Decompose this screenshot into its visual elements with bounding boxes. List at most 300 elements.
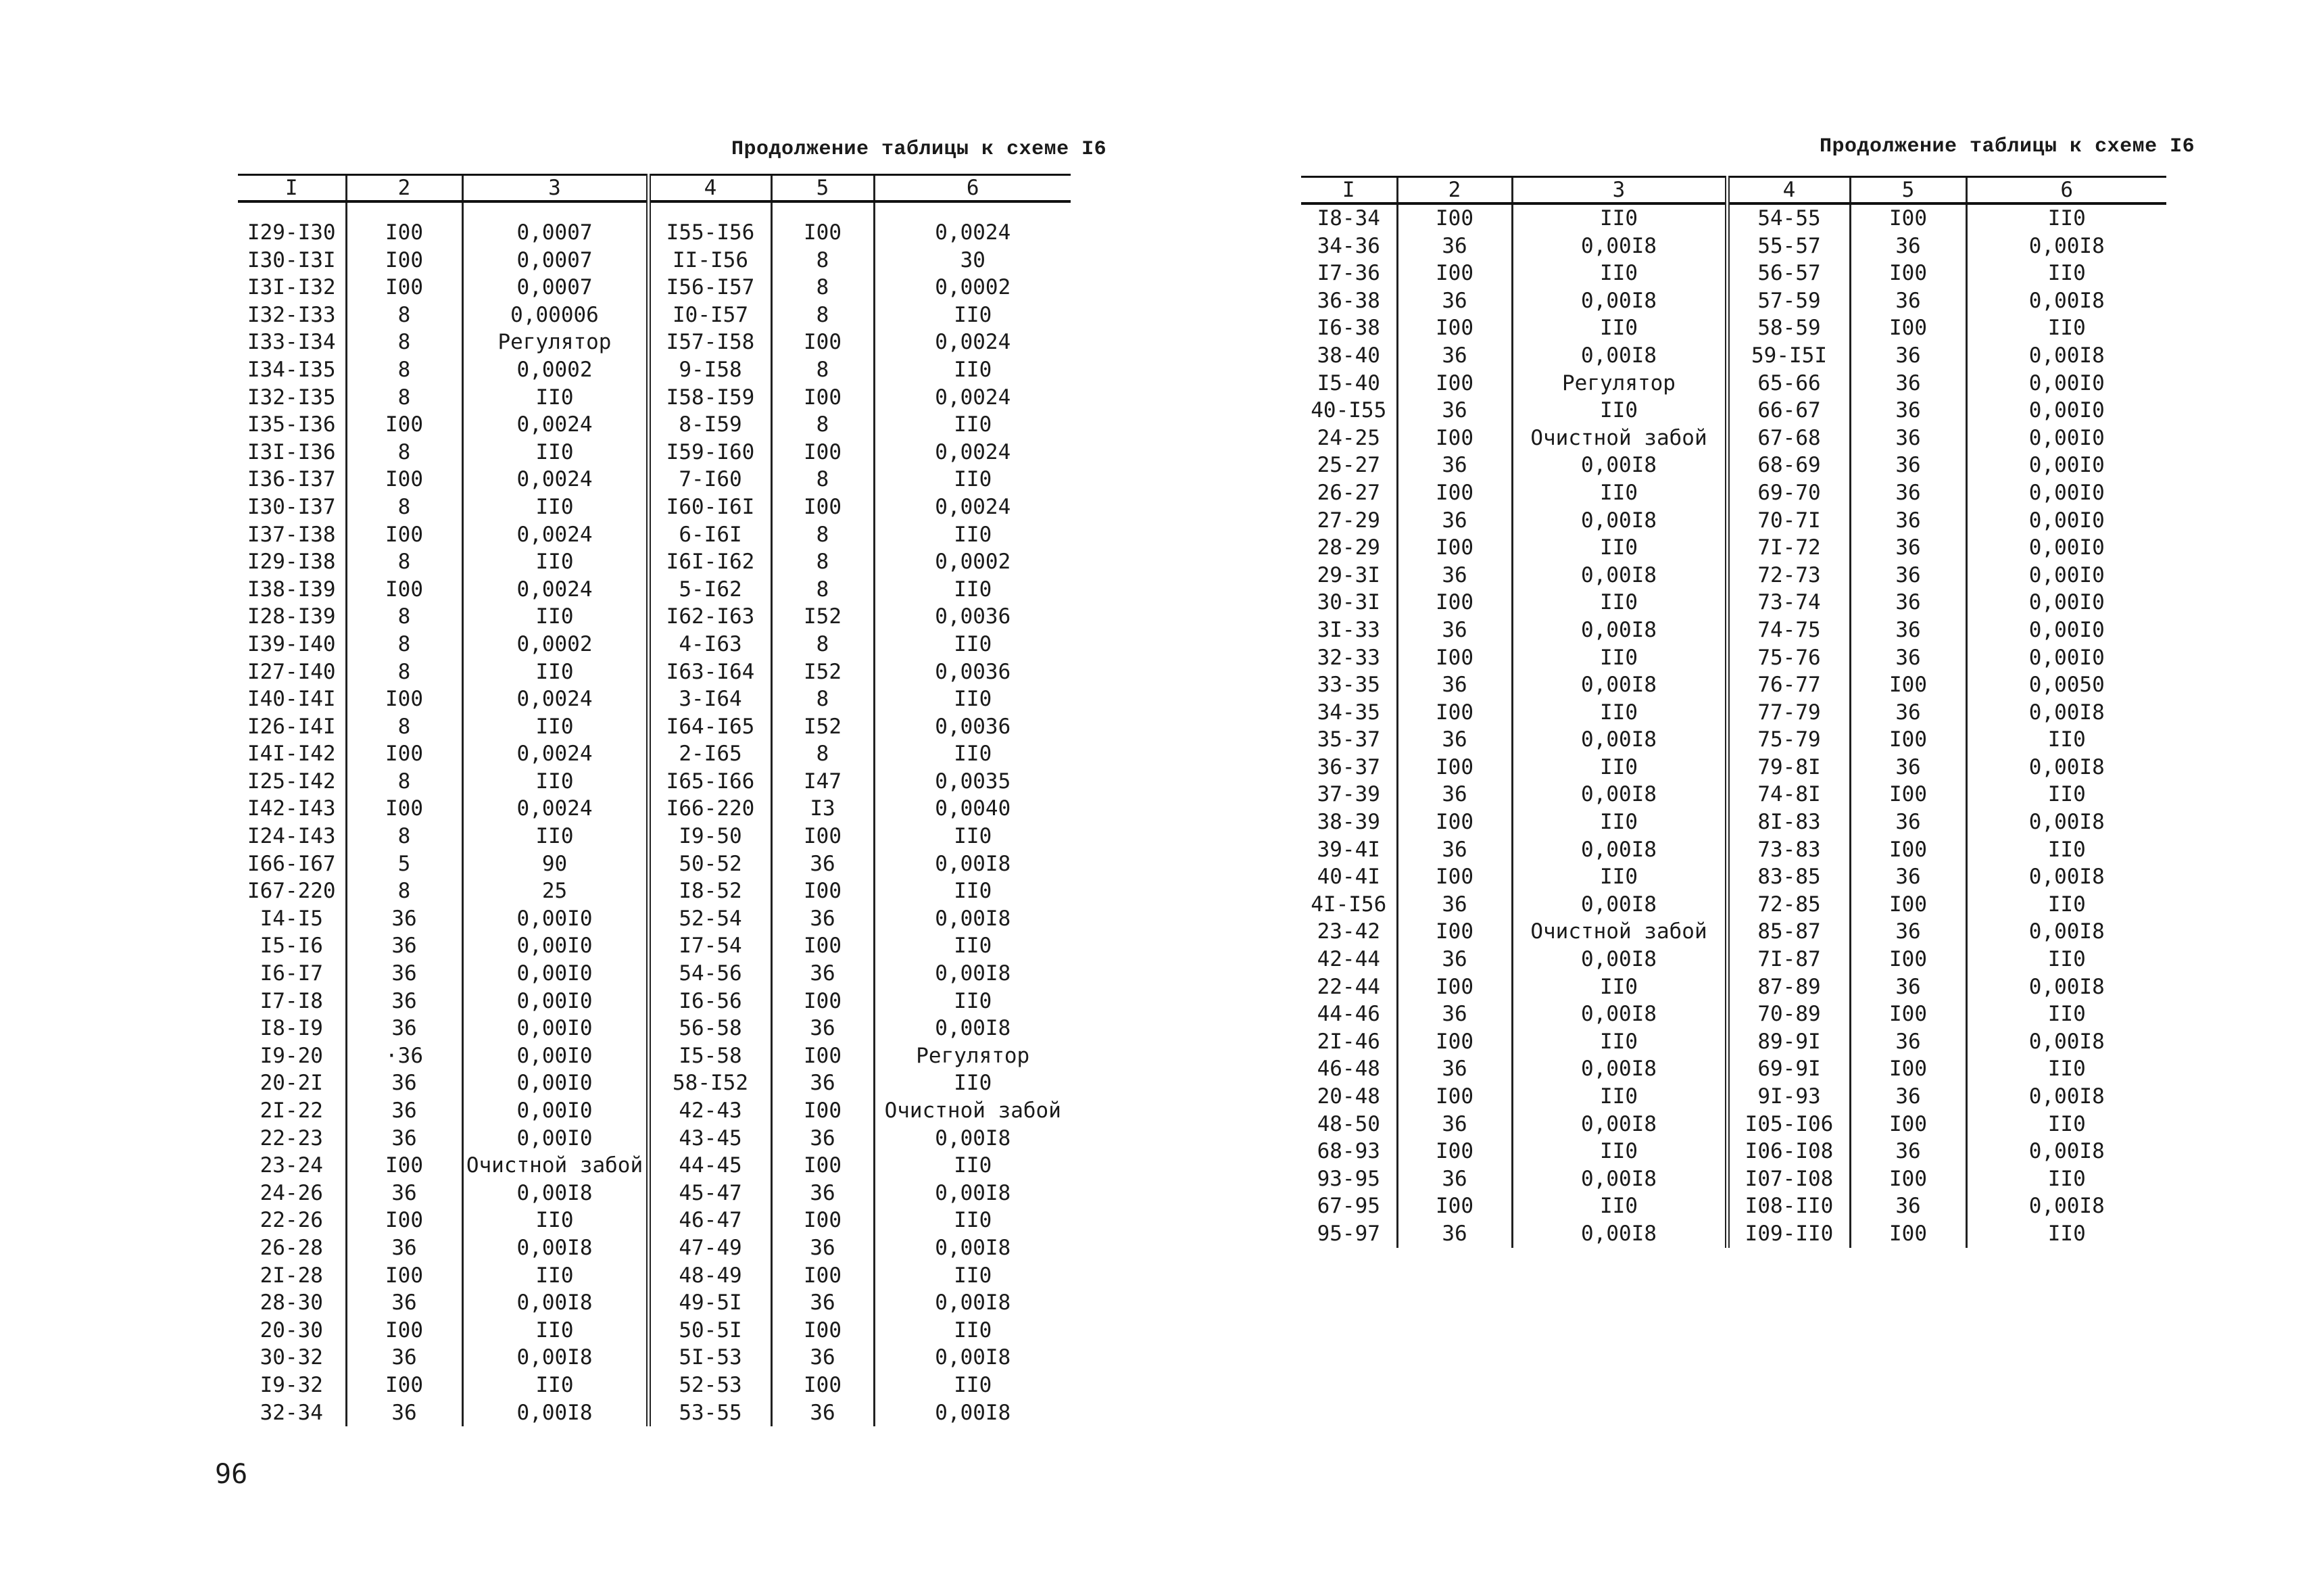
table-row bbox=[238, 960, 1071, 988]
table-cell-col-6: 0,0002 bbox=[874, 548, 1071, 576]
table-cell-col-5: I00 bbox=[771, 329, 874, 356]
table-cell-col-5: 8 bbox=[771, 685, 874, 713]
table-row bbox=[238, 1125, 1071, 1153]
table-cell-col-4: 58-59 bbox=[1727, 314, 1850, 342]
table-cell-col-6: 0,00I0 bbox=[1966, 562, 2166, 589]
table-cell-col-1: 34-36 bbox=[1317, 233, 1380, 258]
table-cell-col-5: I3 bbox=[771, 795, 874, 823]
table-cell-col-4: 79-8I bbox=[1727, 754, 1850, 781]
table-cell-col-3: 0,00I8 bbox=[1512, 891, 1727, 919]
table-cell-col-1: I3I-I32 bbox=[247, 275, 336, 300]
table-cell-col-6: II0 bbox=[1966, 1111, 2166, 1138]
table-cell-col-2: 36 bbox=[346, 905, 462, 933]
table-row bbox=[238, 247, 1071, 274]
table-cell-col-1: 67-95 bbox=[1317, 1194, 1380, 1219]
table-row bbox=[238, 219, 1071, 247]
table-row bbox=[1301, 946, 2166, 973]
table-cell-col-2: I00 bbox=[346, 1372, 462, 1399]
table-row bbox=[238, 548, 1071, 576]
table-cell-col-3: II0 bbox=[1512, 534, 1727, 562]
table-cell-col-4: II-I56 bbox=[648, 247, 771, 274]
table-cell-col-6: 0,0050 bbox=[1966, 671, 2166, 699]
table-row bbox=[238, 493, 1071, 521]
table-cell-col-2: 8 bbox=[346, 548, 462, 576]
table-cell-col-2: 8 bbox=[346, 768, 462, 796]
table-cell-col-2: I00 bbox=[346, 795, 462, 823]
table-cell-col-1: 24-25 bbox=[1317, 425, 1380, 450]
table-cell-col-1: 34-35 bbox=[1317, 700, 1380, 725]
table-cell-col-5: 36 bbox=[1850, 562, 1966, 589]
table-row bbox=[1301, 918, 2166, 946]
table-cell-col-6: II0 bbox=[874, 521, 1071, 549]
table-cell-col-2: I00 bbox=[1397, 644, 1512, 672]
table-cell-col-5: I00 bbox=[771, 1097, 874, 1125]
table-row bbox=[1301, 1165, 2166, 1193]
table-cell-col-5: I00 bbox=[1850, 203, 1966, 233]
table-cell-col-2: I00 bbox=[1397, 918, 1512, 946]
table-cell-col-5: I00 bbox=[771, 1317, 874, 1345]
table-cell-col-5: 36 bbox=[1850, 699, 1966, 727]
table-cell-col-6: II0 bbox=[1966, 726, 2166, 754]
table-row bbox=[1301, 1000, 2166, 1028]
table-cell-col-1: 68-93 bbox=[1317, 1139, 1380, 1164]
table-cell-col-3: II0 bbox=[1512, 397, 1727, 425]
table-cell-col-2: 36 bbox=[346, 1180, 462, 1207]
table-row bbox=[1301, 754, 2166, 781]
table-row bbox=[1301, 1138, 2166, 1165]
left-header-row bbox=[238, 175, 1071, 202]
table-cell-col-3: II0 bbox=[462, 1207, 648, 1234]
table-cell-col-3: 0,00I8 bbox=[1512, 562, 1727, 589]
table-cell-col-5: 36 bbox=[1850, 287, 1966, 315]
table-cell-col-6: 0,00I8 bbox=[1966, 1138, 2166, 1165]
table-row bbox=[238, 1207, 1071, 1234]
table-cell-col-5: I00 bbox=[1850, 1055, 1966, 1083]
table-cell-col-4: 7I-87 bbox=[1727, 946, 1850, 973]
table-cell-col-5: 36 bbox=[771, 1399, 874, 1427]
table-cell-col-6: 0,00I8 bbox=[874, 1289, 1071, 1317]
table-cell-col-4: I6-56 bbox=[648, 988, 771, 1015]
table-cell-col-6: 0,00I8 bbox=[874, 1015, 1071, 1042]
table-cell-col-2: I00 bbox=[1397, 1083, 1512, 1111]
table-cell-col-4: 9-I58 bbox=[648, 356, 771, 384]
table-cell-col-4: I0-I57 bbox=[648, 301, 771, 329]
table-cell-col-2: I00 bbox=[346, 274, 462, 301]
table-cell-col-1: 29-3I bbox=[1317, 562, 1380, 587]
right-header-col-1: I bbox=[1301, 177, 1397, 204]
table-cell-col-6: II0 bbox=[874, 823, 1071, 850]
left-header-col-3: 3 bbox=[462, 175, 648, 202]
table-cell-col-2: 36 bbox=[1397, 1055, 1512, 1083]
table-cell-col-1: I25-I42 bbox=[247, 769, 336, 794]
table-cell-col-3: 0,0024 bbox=[462, 411, 648, 439]
table-cell-col-6: II0 bbox=[874, 356, 1071, 384]
table-row bbox=[238, 1042, 1071, 1070]
table-cell-col-2: 8 bbox=[346, 713, 462, 741]
table-row bbox=[238, 1289, 1071, 1317]
table-row bbox=[238, 850, 1071, 878]
table-cell-col-5: I00 bbox=[1850, 836, 1966, 864]
right-header-col-4: 4 bbox=[1727, 177, 1850, 204]
table-cell-col-3: 0,00I8 bbox=[1512, 452, 1727, 479]
table-cell-col-2: 36 bbox=[1397, 342, 1512, 370]
table-cell-col-5: 36 bbox=[771, 1069, 874, 1097]
table-cell-col-4: 7I-72 bbox=[1727, 534, 1850, 562]
table-cell-col-1: 23-42 bbox=[1317, 919, 1380, 944]
table-cell-col-6: 0,0036 bbox=[874, 658, 1071, 686]
table-cell-col-4: 8-I59 bbox=[648, 411, 771, 439]
table-cell-col-5: I00 bbox=[1850, 726, 1966, 754]
table-cell-col-6: II0 bbox=[874, 740, 1071, 768]
table-row bbox=[1301, 314, 2166, 342]
table-cell-col-6: II0 bbox=[874, 301, 1071, 329]
table-cell-col-5: I00 bbox=[771, 823, 874, 850]
right-header-col-6: 6 bbox=[1966, 177, 2166, 204]
table-cell-col-5: 8 bbox=[771, 576, 874, 604]
table-cell-col-5: I00 bbox=[771, 384, 874, 412]
table-cell-col-2: I00 bbox=[1397, 425, 1512, 452]
spacer-cell bbox=[771, 201, 874, 219]
table-cell-col-2: 36 bbox=[1397, 781, 1512, 808]
table-cell-col-4: I56-I57 bbox=[648, 274, 771, 301]
table-cell-col-3: 0,0024 bbox=[462, 466, 648, 493]
table-cell-col-5: I00 bbox=[1850, 781, 1966, 808]
table-cell-col-3: II0 bbox=[1512, 863, 1727, 891]
table-cell-col-1: I6-38 bbox=[1317, 316, 1380, 341]
table-cell-col-5: 36 bbox=[1850, 1138, 1966, 1165]
right-table-caption: Продолжение таблицы к схеме I6 bbox=[1820, 135, 2195, 158]
table-cell-col-2: 8 bbox=[346, 439, 462, 466]
table-cell-col-2: I00 bbox=[346, 1317, 462, 1345]
table-cell-col-5: 36 bbox=[1850, 397, 1966, 425]
table-cell-col-5: 36 bbox=[1850, 863, 1966, 891]
table-cell-col-4: 74-75 bbox=[1727, 616, 1850, 644]
table-cell-col-2: I00 bbox=[346, 685, 462, 713]
table-cell-col-1: 4I-I56 bbox=[1311, 892, 1387, 917]
table-cell-col-1: I30-I37 bbox=[247, 494, 336, 519]
table-cell-col-2: 36 bbox=[1397, 1165, 1512, 1193]
table-row bbox=[238, 823, 1071, 850]
table-cell-col-3: 0,00I0 bbox=[462, 1015, 648, 1042]
table-row bbox=[238, 1069, 1071, 1097]
table-cell-col-2: 36 bbox=[1397, 287, 1512, 315]
table-cell-col-1: 2I-22 bbox=[260, 1098, 323, 1123]
table-cell-col-5: 8 bbox=[771, 274, 874, 301]
table-cell-col-3: 90 bbox=[462, 850, 648, 878]
spacer-cell bbox=[462, 201, 648, 219]
table-cell-col-1: I38-I39 bbox=[247, 577, 336, 602]
table-row bbox=[1301, 1028, 2166, 1056]
table-cell-col-4: 4-I63 bbox=[648, 631, 771, 658]
table-cell-col-6: 0,00I8 bbox=[1966, 699, 2166, 727]
table-cell-col-4: 68-69 bbox=[1727, 452, 1850, 479]
table-cell-col-6: 0,00I8 bbox=[874, 1234, 1071, 1262]
table-cell-col-5: 36 bbox=[1850, 425, 1966, 452]
table-cell-col-2: 36 bbox=[1397, 616, 1512, 644]
table-cell-col-5: I00 bbox=[1850, 946, 1966, 973]
table-cell-col-3: 0,0002 bbox=[462, 356, 648, 384]
left-table-body bbox=[238, 201, 1071, 1426]
table-cell-col-4: 52-54 bbox=[648, 905, 771, 933]
table-cell-col-5: I00 bbox=[771, 1152, 874, 1180]
table-cell-col-4: I9-50 bbox=[648, 823, 771, 850]
table-row bbox=[1301, 452, 2166, 479]
table-cell-col-6: II0 bbox=[1966, 1220, 2166, 1248]
table-cell-col-3: II0 bbox=[1512, 314, 1727, 342]
table-row bbox=[238, 411, 1071, 439]
table-cell-col-1: I34-I35 bbox=[247, 357, 336, 382]
table-row bbox=[238, 1317, 1071, 1345]
table-cell-col-4: 83-85 bbox=[1727, 863, 1850, 891]
table-cell-col-3: II0 bbox=[462, 439, 648, 466]
table-cell-col-4: 72-73 bbox=[1727, 562, 1850, 589]
table-cell-col-6: II0 bbox=[874, 1317, 1071, 1345]
table-cell-col-4: 85-87 bbox=[1727, 918, 1850, 946]
table-cell-col-6: II0 bbox=[874, 685, 1071, 713]
table-cell-col-4: 8I-83 bbox=[1727, 808, 1850, 836]
table-cell-col-6: 0,00I8 bbox=[1966, 342, 2166, 370]
table-cell-col-3: 0,00I8 bbox=[462, 1180, 648, 1207]
table-cell-col-4: I66-220 bbox=[648, 795, 771, 823]
table-cell-col-1: 38-39 bbox=[1317, 810, 1380, 835]
table-cell-col-3: II0 bbox=[1512, 260, 1727, 287]
table-cell-col-3: 0,0024 bbox=[462, 795, 648, 823]
table-cell-col-2: 36 bbox=[346, 1097, 462, 1125]
table-cell-col-1: I32-I33 bbox=[247, 302, 336, 327]
table-cell-col-5: I00 bbox=[1850, 671, 1966, 699]
table-cell-col-4: 54-55 bbox=[1727, 203, 1850, 233]
table-cell-col-1: 36-37 bbox=[1317, 754, 1380, 779]
table-cell-col-2: I00 bbox=[346, 247, 462, 274]
table-cell-col-5: I00 bbox=[1850, 260, 1966, 287]
table-cell-col-4: 48-49 bbox=[648, 1262, 771, 1290]
table-cell-col-3: 0,00I8 bbox=[1512, 233, 1727, 260]
table-cell-col-1: I27-I40 bbox=[247, 659, 336, 684]
table-cell-col-1: I39-I40 bbox=[247, 631, 336, 656]
table-cell-col-4: 73-74 bbox=[1727, 589, 1850, 616]
table-cell-col-5: 36 bbox=[1850, 754, 1966, 781]
table-cell-col-5: 36 bbox=[1850, 507, 1966, 535]
table-cell-col-4: I7-54 bbox=[648, 932, 771, 960]
table-cell-col-3: II0 bbox=[1512, 808, 1727, 836]
table-cell-col-3: II0 bbox=[1512, 1028, 1727, 1056]
table-cell-col-2: I00 bbox=[1397, 1192, 1512, 1220]
table-cell-col-2: 36 bbox=[346, 1344, 462, 1372]
table-cell-col-4: 5I-53 bbox=[648, 1344, 771, 1372]
table-cell-col-4: I59-I60 bbox=[648, 439, 771, 466]
table-cell-col-1: 32-34 bbox=[260, 1400, 323, 1425]
table-cell-col-2: I00 bbox=[346, 466, 462, 493]
table-cell-col-5: 8 bbox=[771, 521, 874, 549]
spacer-row bbox=[238, 201, 1071, 219]
table-cell-col-1: I8-34 bbox=[1317, 206, 1380, 231]
table-cell-col-6: II0 bbox=[874, 1372, 1071, 1399]
table-cell-col-1: 40-4I bbox=[1317, 865, 1380, 890]
table-cell-col-5: I00 bbox=[771, 439, 874, 466]
table-cell-col-5: 36 bbox=[1850, 1192, 1966, 1220]
table-cell-col-5: I52 bbox=[771, 603, 874, 631]
table-row bbox=[1301, 1220, 2166, 1248]
table-cell-col-1: I29-I38 bbox=[247, 550, 336, 575]
table-cell-col-1: I42-I43 bbox=[247, 796, 336, 821]
table-row bbox=[238, 713, 1071, 741]
table-cell-col-1: I24-I43 bbox=[247, 824, 336, 849]
table-cell-col-6: 0,00I8 bbox=[874, 1180, 1071, 1207]
table-cell-col-1: I28-I39 bbox=[247, 604, 336, 629]
table-row bbox=[1301, 562, 2166, 589]
left-header-col-4: 4 bbox=[648, 175, 771, 202]
table-cell-col-4: 67-68 bbox=[1727, 425, 1850, 452]
table-cell-col-3: 0,00I8 bbox=[1512, 1220, 1727, 1248]
table-cell-col-1: 27-29 bbox=[1317, 508, 1380, 533]
table-cell-col-6: II0 bbox=[1966, 891, 2166, 919]
table-cell-col-2: 5 bbox=[346, 850, 462, 878]
table-cell-col-5: 8 bbox=[771, 631, 874, 658]
table-cell-col-3: 0,0007 bbox=[462, 247, 648, 274]
table-cell-col-6: 0,0036 bbox=[874, 713, 1071, 741]
table-cell-col-2: 8 bbox=[346, 823, 462, 850]
table-cell-col-5: 36 bbox=[771, 1344, 874, 1372]
table-cell-col-5: 8 bbox=[771, 301, 874, 329]
table-cell-col-1: 35-37 bbox=[1317, 727, 1380, 752]
table-row bbox=[1301, 726, 2166, 754]
table-cell-col-3: 0,00006 bbox=[462, 301, 648, 329]
table-row bbox=[238, 1372, 1071, 1399]
table-cell-col-6: 0,0002 bbox=[874, 274, 1071, 301]
table-cell-col-1: I9-32 bbox=[260, 1372, 323, 1397]
table-row bbox=[238, 877, 1071, 905]
table-cell-col-1: 39-4I bbox=[1317, 837, 1380, 862]
table-cell-col-1: 23-24 bbox=[260, 1153, 323, 1178]
table-cell-col-1: 20-30 bbox=[260, 1317, 323, 1343]
table-cell-col-4: 75-79 bbox=[1727, 726, 1850, 754]
table-cell-col-6: II0 bbox=[1966, 1055, 2166, 1083]
table-cell-col-6: II0 bbox=[874, 576, 1071, 604]
table-cell-col-1: I4I-I42 bbox=[247, 742, 336, 767]
table-cell-col-2: 36 bbox=[346, 988, 462, 1015]
table-row bbox=[238, 1152, 1071, 1180]
table-row bbox=[1301, 781, 2166, 808]
table-cell-col-4: I09-II0 bbox=[1727, 1220, 1850, 1248]
table-cell-col-3: II0 bbox=[1512, 589, 1727, 616]
table-cell-col-6: 0,00I8 bbox=[1966, 1083, 2166, 1111]
table-cell-col-6: 0,00I0 bbox=[1966, 452, 2166, 479]
table-cell-col-6: 0,00I8 bbox=[874, 905, 1071, 933]
table-cell-col-6: 0,00I8 bbox=[1966, 1192, 2166, 1220]
table-cell-col-2: 36 bbox=[1397, 891, 1512, 919]
table-cell-col-2: 36 bbox=[1397, 233, 1512, 260]
table-cell-col-2: 8 bbox=[346, 329, 462, 356]
table-cell-col-2: I00 bbox=[346, 1207, 462, 1234]
table-cell-col-3: II0 bbox=[462, 1372, 648, 1399]
table-cell-col-4: 5-I62 bbox=[648, 576, 771, 604]
table-cell-col-6: II0 bbox=[874, 1262, 1071, 1290]
table-cell-col-4: I65-I66 bbox=[648, 768, 771, 796]
table-cell-col-1: 46-48 bbox=[1317, 1057, 1380, 1082]
table-row bbox=[238, 1015, 1071, 1042]
table-cell-col-3: 25 bbox=[462, 877, 648, 905]
table-cell-col-2: 8 bbox=[346, 301, 462, 329]
table-row bbox=[1301, 260, 2166, 287]
spacer-cell bbox=[238, 201, 346, 219]
table-cell-col-6: 0,00I8 bbox=[874, 1344, 1071, 1372]
table-cell-col-4: I63-I64 bbox=[648, 658, 771, 686]
table-cell-col-6: 0,00I8 bbox=[1966, 233, 2166, 260]
table-cell-col-4: 75-76 bbox=[1727, 644, 1850, 672]
table-cell-col-3: 0,0024 bbox=[462, 685, 648, 713]
table-row bbox=[238, 603, 1071, 631]
table-cell-col-2: I00 bbox=[346, 740, 462, 768]
table-cell-col-2: 36 bbox=[1397, 452, 1512, 479]
table-cell-col-1: 20-2I bbox=[260, 1071, 323, 1096]
table-cell-col-2: 36 bbox=[1397, 726, 1512, 754]
table-cell-col-2: I00 bbox=[346, 219, 462, 247]
table-cell-col-1: 28-29 bbox=[1317, 535, 1380, 560]
table-cell-col-2: 8 bbox=[346, 493, 462, 521]
table-cell-col-2: I00 bbox=[1397, 534, 1512, 562]
spacer-cell bbox=[648, 201, 771, 219]
table-cell-col-6: 0,00I0 bbox=[1966, 534, 2166, 562]
table-cell-col-4: 2-I65 bbox=[648, 740, 771, 768]
table-cell-col-5: I00 bbox=[1850, 1165, 1966, 1193]
table-cell-col-6: 0,0040 bbox=[874, 795, 1071, 823]
table-row bbox=[1301, 644, 2166, 672]
table-cell-col-5: I00 bbox=[771, 988, 874, 1015]
table-cell-col-2: I00 bbox=[346, 576, 462, 604]
left-table-caption: Продолжение таблицы к схеме I6 bbox=[731, 138, 1107, 161]
table-cell-col-3: 0,00I8 bbox=[1512, 1111, 1727, 1138]
table-cell-col-4: I08-II0 bbox=[1727, 1192, 1850, 1220]
table-cell-col-4: 76-77 bbox=[1727, 671, 1850, 699]
table-cell-col-6: 0,00I0 bbox=[1966, 507, 2166, 535]
right-header-row bbox=[1301, 177, 2166, 204]
table-cell-col-6: II0 bbox=[1966, 1165, 2166, 1193]
table-cell-col-4: I57-I58 bbox=[648, 329, 771, 356]
table-cell-col-2: I00 bbox=[346, 521, 462, 549]
table-row bbox=[238, 439, 1071, 466]
table-cell-col-1: 32-33 bbox=[1317, 645, 1380, 670]
table-cell-col-4: 53-55 bbox=[648, 1399, 771, 1427]
table-cell-col-4: 89-9I bbox=[1727, 1028, 1850, 1056]
table-cell-col-1: 22-26 bbox=[260, 1208, 323, 1233]
table-cell-col-2: I00 bbox=[1397, 699, 1512, 727]
table-cell-col-3: 0,00I8 bbox=[1512, 671, 1727, 699]
table-row bbox=[1301, 616, 2166, 644]
table-row bbox=[238, 576, 1071, 604]
table-cell-col-4: 43-45 bbox=[648, 1125, 771, 1153]
table-cell-col-5: 36 bbox=[1850, 534, 1966, 562]
table-cell-col-4: 65-66 bbox=[1727, 370, 1850, 397]
left-header-col-1: I bbox=[238, 175, 346, 202]
table-cell-col-6: 30 bbox=[874, 247, 1071, 274]
table-cell-col-3: II0 bbox=[1512, 644, 1727, 672]
table-cell-col-1: I37-I38 bbox=[247, 522, 336, 547]
table-cell-col-5: 36 bbox=[1850, 616, 1966, 644]
table-cell-col-2: I00 bbox=[1397, 973, 1512, 1001]
table-cell-col-2: 36 bbox=[346, 960, 462, 988]
table-cell-col-5: I52 bbox=[771, 658, 874, 686]
table-cell-col-3: II0 bbox=[1512, 479, 1727, 507]
table-row bbox=[1301, 1055, 2166, 1083]
table-cell-col-6: II0 bbox=[1966, 781, 2166, 808]
table-cell-col-3: Очистной забой bbox=[462, 1152, 648, 1180]
table-cell-col-4: 55-57 bbox=[1727, 233, 1850, 260]
table-cell-col-4: 7-I60 bbox=[648, 466, 771, 493]
table-cell-col-1: 30-3I bbox=[1317, 590, 1380, 615]
table-cell-col-4: I6I-I62 bbox=[648, 548, 771, 576]
table-cell-col-5: 36 bbox=[1850, 1028, 1966, 1056]
table-cell-col-6: 0,00I0 bbox=[1966, 479, 2166, 507]
